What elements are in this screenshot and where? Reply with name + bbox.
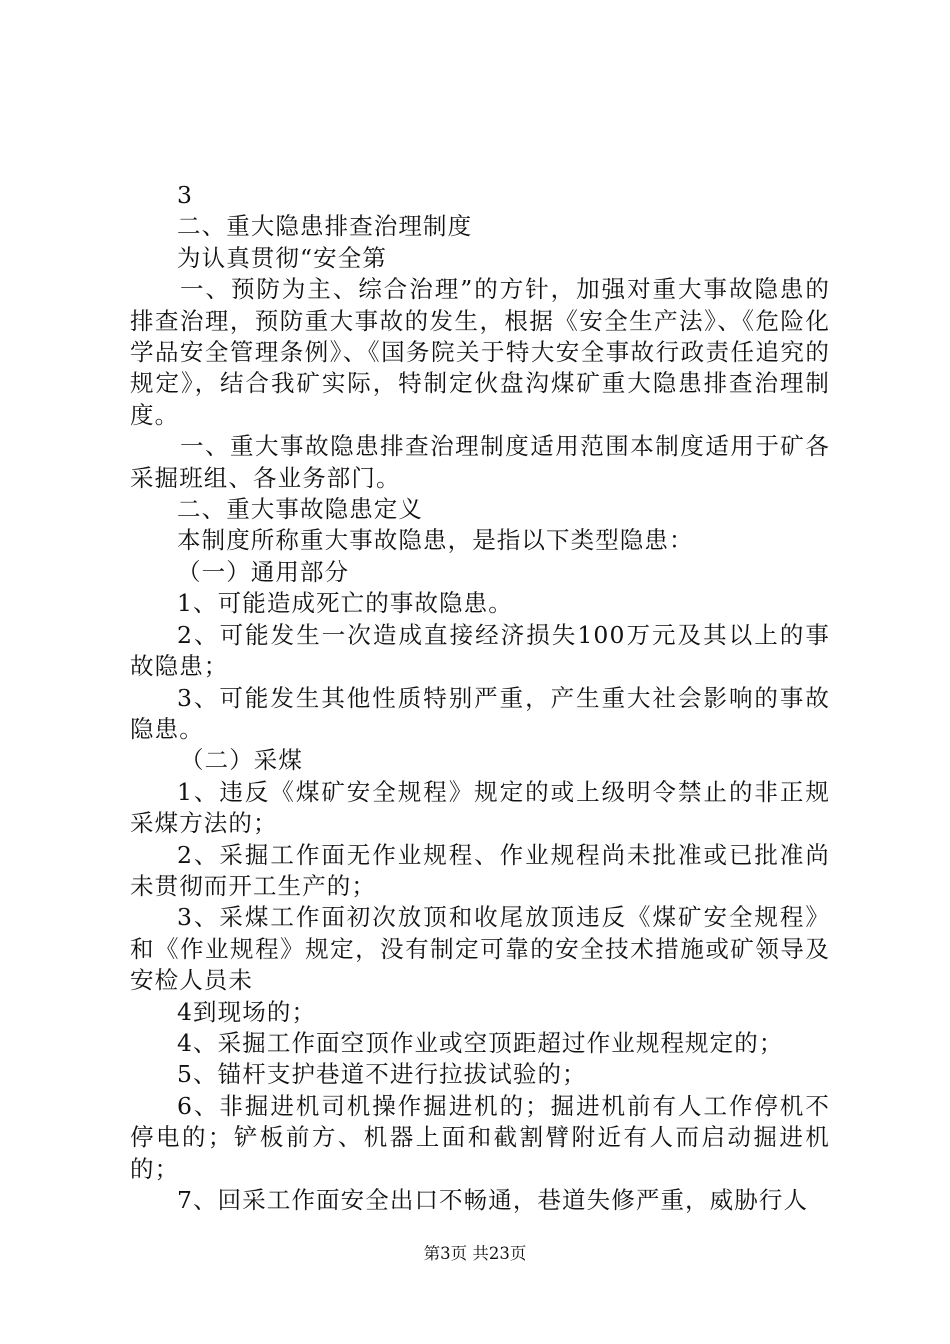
- paragraph: 6、非掘进机司机操作掘进机的；掘进机前有人工作停机不停电的；铲板前方、机器上面和截割臂附近有人而启动掘进机的；: [130, 1091, 830, 1183]
- paragraph: 3: [177, 181, 194, 209]
- paragraph: 3、采煤工作面初次放顶和收尾放顶违反《煤矿安全规程》和《作业规程》规定，没有制定可靠的安全技术措施或矿领导及安检人员未: [130, 903, 830, 995]
- paragraph: （一）通用部分: [177, 557, 350, 586]
- paragraph: 4、采掘工作面空顶作业或空顶距超过作业规程规定的；: [177, 1028, 784, 1057]
- paragraph: 一、预防为主、综合治理”的方针，加强对重大事故隐患的排查治理，预防重大事故的发生，根据《安全生产法》、《危险化学品安全管理条例》、《国务院关于特大安全事故行政责任追究的规定》，结合我矿实际，特制定伙盘沟煤矿重大隐患排查治理制度。: [130, 275, 830, 429]
- paragraph: 5、锚杆支护巷道不进行拉拔试验的；: [177, 1060, 587, 1089]
- paragraph: 7、回采工作面安全出口不畅通，巷道失修严重，威胁行人: [177, 1186, 809, 1214]
- page-footer: 第3页 共23页: [423, 1244, 527, 1263]
- paragraph: 3、可能发生其他性质特别严重，产生重大社会影响的事故隐患。: [130, 683, 830, 743]
- paragraph: 4到现场的；: [177, 997, 317, 1026]
- paragraph: 1、可能造成死亡的事故隐患。: [177, 589, 513, 618]
- document-body: [130, 180, 830, 1216]
- paragraph: 1、违反《煤矿安全规程》规定的或上级明令禁止的非正规采煤方法的；: [130, 777, 830, 838]
- paragraph: 一、重大事故隐患排查治理制度适用范围本制度适用于矿各采掘班组、各业务部门。: [130, 432, 830, 492]
- paragraph: （二）采煤: [180, 746, 303, 775]
- paragraph: 2、可能发生一次造成直接经济损失100万元及其以上的事故隐患；: [130, 620, 830, 681]
- paragraph: 本制度所称重大事故隐患，是指以下类型隐患：: [177, 526, 694, 555]
- paragraph: 2、采掘工作面无作业规程、作业规程尚未批准或已批准尚未贯彻而开工生产的；: [130, 840, 830, 900]
- paragraph: 二、重大隐患排查治理制度: [177, 212, 473, 241]
- paragraph: 二、重大事故隐患定义: [177, 495, 423, 524]
- paragraph: 为认真贯彻“安全第: [177, 243, 387, 272]
